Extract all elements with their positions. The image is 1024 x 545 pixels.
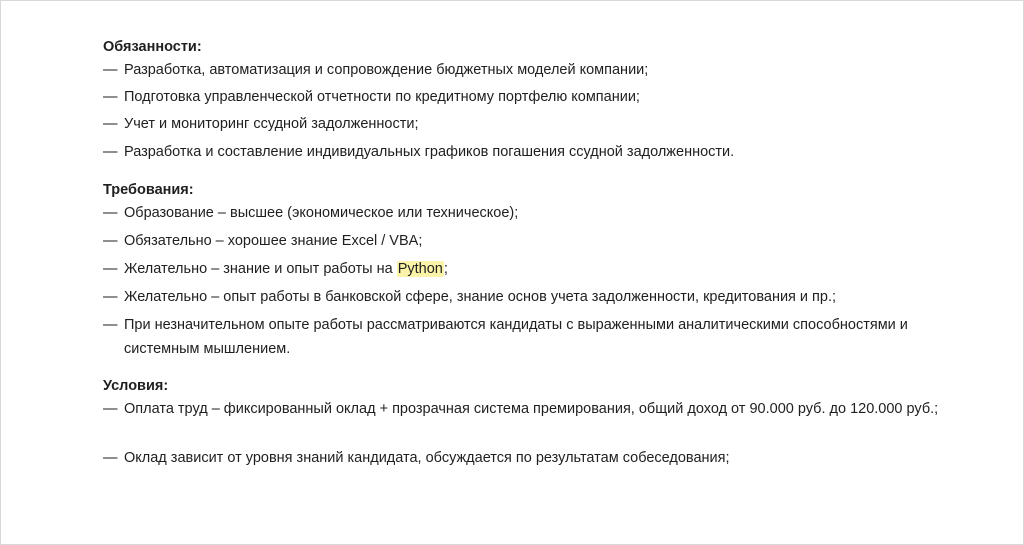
- dash-bullet: —: [103, 205, 118, 221]
- dash-bullet: —: [103, 261, 118, 277]
- dash-bullet: —: [103, 401, 118, 417]
- duties-heading: Обязанности:: [103, 39, 202, 55]
- duties-item-text: Учет и мониторинг ссудной задолженности;: [124, 116, 419, 132]
- conditions-item: [103, 397, 943, 421]
- requirements-item-text: Обязательно – хорошее знание Excel / VBA;: [124, 233, 423, 249]
- requirements-item-text: Желательно – опыт работы в банковской сфере, знание основ учета задолженности, кредитования и пр.;: [124, 289, 837, 305]
- dash-bullet: —: [103, 450, 118, 466]
- requirements-item: [103, 229, 943, 253]
- python-highlight: Python: [397, 261, 443, 277]
- requirements-item: [103, 257, 943, 281]
- requirements-item-text: Образование – высшее (экономическое или техническое);: [124, 205, 519, 221]
- duties-item: [103, 140, 943, 164]
- requirements-item: [103, 201, 943, 225]
- duties-item: [103, 58, 943, 82]
- conditions-heading: Условия:: [103, 378, 169, 394]
- requirements-item-text-before: Желательно – знание и опыт работы на: [124, 261, 397, 277]
- dash-bullet: —: [103, 144, 118, 160]
- dash-bullet: —: [103, 317, 118, 333]
- dash-bullet: —: [103, 289, 118, 305]
- conditions-item: [103, 446, 943, 470]
- requirements-item-text-after: ;: [443, 261, 448, 277]
- conditions-item-text: Оплата труд – фиксированный оклад + прозрачная система премирования, общий доход от 90.000 руб. до 120.000 руб.;: [124, 401, 939, 417]
- duties-item: [103, 112, 943, 136]
- requirements-item-text: При незначительном опыте работы рассматриваются кандидаты с выраженными аналитическими способностями и системным мышлением.: [124, 317, 908, 357]
- dash-bullet: —: [103, 116, 118, 132]
- duties-item-text: Разработка и составление индивидуальных графиков погашения ссудной задолженности.: [124, 144, 735, 160]
- dash-bullet: —: [103, 89, 118, 105]
- requirements-item: [103, 285, 943, 309]
- duties-item: [103, 85, 943, 109]
- duties-item-text: Подготовка управленческой отчетности по кредитному портфелю компании;: [124, 89, 640, 105]
- duties-item-text: Разработка, автоматизация и сопровождение бюджетных моделей компании;: [124, 62, 649, 78]
- conditions-item-text: Оклад зависит от уровня знаний кандидата, обсуждается по результатам собеседования;: [124, 450, 730, 466]
- requirements-heading: Требования:: [103, 182, 194, 198]
- requirements-item: [103, 313, 943, 361]
- requirements-item-text: [103, 257, 943, 281]
- dash-bullet: —: [103, 233, 118, 249]
- dash-bullet: —: [103, 62, 118, 78]
